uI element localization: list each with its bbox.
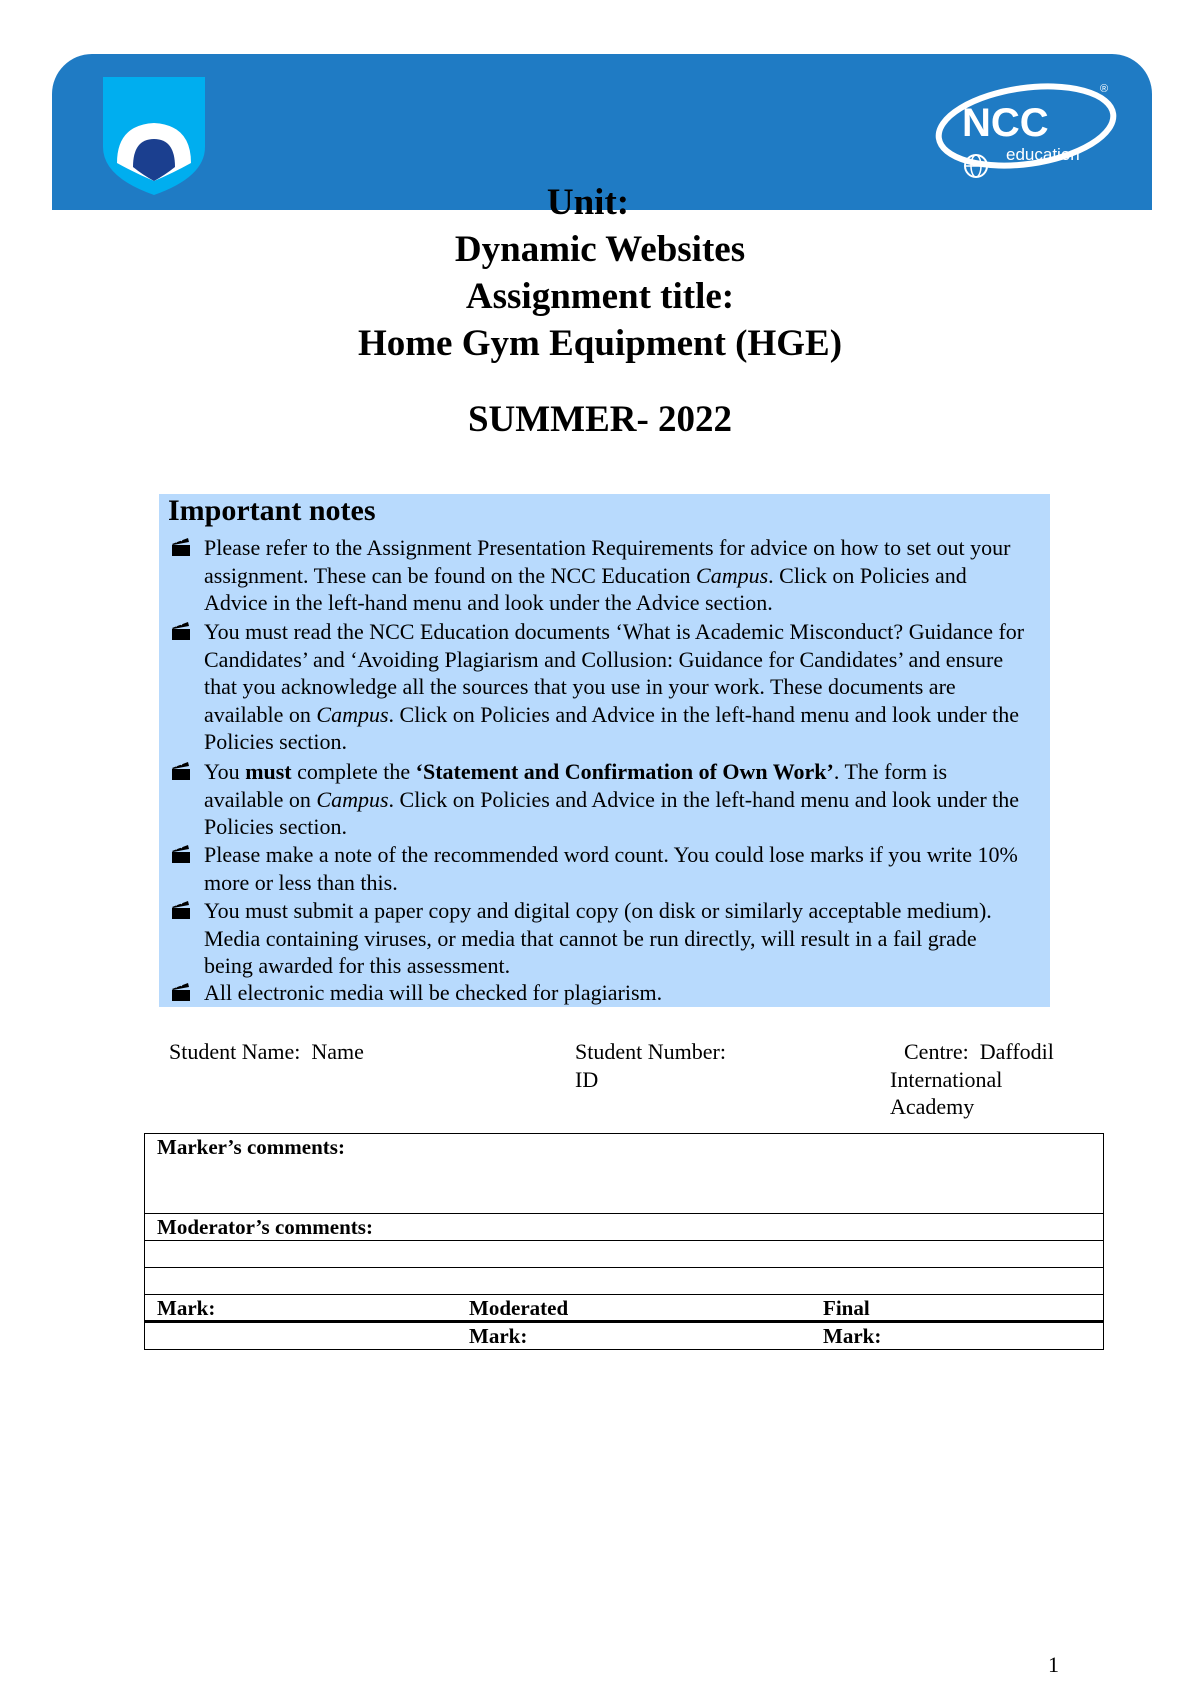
clapperboard-bullet-icon [170, 843, 192, 865]
centre-label: Centre: [904, 1039, 969, 1064]
note-item [168, 979, 1028, 1007]
registered-mark: ® [1100, 83, 1109, 95]
term: SUMMER- 2022 [467, 399, 733, 440]
marks-table [144, 1133, 1104, 1350]
student-name [169, 1038, 364, 1066]
clapperboard-bullet-icon [170, 620, 192, 642]
university-shield-logo [103, 77, 205, 195]
note-4-text: Please make a note of the recommended word count. You could lose marks if you write 10% more or less than this. [204, 842, 1018, 895]
page-number: 1 [1048, 1652, 1059, 1677]
mark-label: Mark: [157, 1296, 216, 1320]
mark-row [145, 1295, 1103, 1323]
centre-value: Daffodil International Academy [890, 1039, 1054, 1119]
marker-comments-row [145, 1134, 1103, 1214]
final-label: Final [823, 1296, 870, 1320]
note-6-text: All electronic media will be checked for plagiarism. [204, 980, 663, 1005]
moderator-comments-row [145, 1214, 1103, 1241]
centre [890, 1038, 1090, 1121]
note-item: You must read the NCC Education documents ‘What is Academic Misconduct? Guidance for Candidates’ and ‘Avoiding Plagiarism and Collusion: Guidance for Candidates’ and ensure that you acknowledge all the sources that you use in your work. These documents are available on Campus. Click on Policies and Advice in the left-hand menu and look under the Policies section. [168, 618, 1028, 756]
important-notes-heading: Important notes [168, 494, 376, 527]
final-mark-label: Mark: [823, 1324, 882, 1348]
student-number-value: ID [575, 1066, 599, 1092]
moderated-mark-label: Mark: [469, 1324, 528, 1348]
assignment-title: Home Gym Equipment (HGE) [357, 323, 843, 364]
globe-icon [965, 155, 987, 177]
note-item: Please refer to the Assignment Presentation Requirements for advice on how to set out your assignment. These can be found on the NCC Education Campus. Click on Policies and Advice in the left-hand menu and look under the Advice section. [168, 534, 1028, 617]
student-name-label: Student Name: [169, 1039, 301, 1064]
note-item [168, 841, 1028, 896]
assignment-title-label: Assignment title: [465, 276, 735, 317]
clapperboard-bullet-icon [170, 981, 192, 1003]
student-number-label: Student Number: [575, 1039, 726, 1064]
clapperboard-bullet-icon [170, 536, 192, 558]
student-name-value: Name [311, 1039, 364, 1064]
clapperboard-bullet-icon [170, 760, 192, 782]
comment-blank-row [145, 1268, 1103, 1295]
marker-comments-label: Marker’s comments: [157, 1135, 345, 1159]
unit-label: Unit: [546, 182, 630, 223]
note-5-text: You must submit a paper copy and digital copy (on disk or similarly acceptable medium). Media containing viruses, or media that cannot be run directly, will result in a fail grade being awarded for this assessment. [204, 898, 992, 978]
moderator-comments-label: Moderator’s comments: [157, 1215, 373, 1239]
mark-row-continued [145, 1323, 1103, 1350]
clapperboard-bullet-icon [170, 899, 192, 921]
logo-ncc-text: NCC [962, 101, 1049, 145]
note-item: You must complete the ‘Statement and Confirmation of Own Work’. The form is available on Campus. Click on Policies and Advice in the left-hand menu and look under the Policies section. [168, 758, 1028, 841]
logo-education-text: education [1006, 145, 1080, 164]
comment-blank-row [145, 1241, 1103, 1268]
note-item [168, 897, 1028, 980]
student-number [575, 1038, 775, 1093]
unit-name: Dynamic Websites [454, 229, 746, 270]
ncc-education-logo [932, 80, 1117, 180]
moderated-label: Moderated [469, 1296, 569, 1320]
